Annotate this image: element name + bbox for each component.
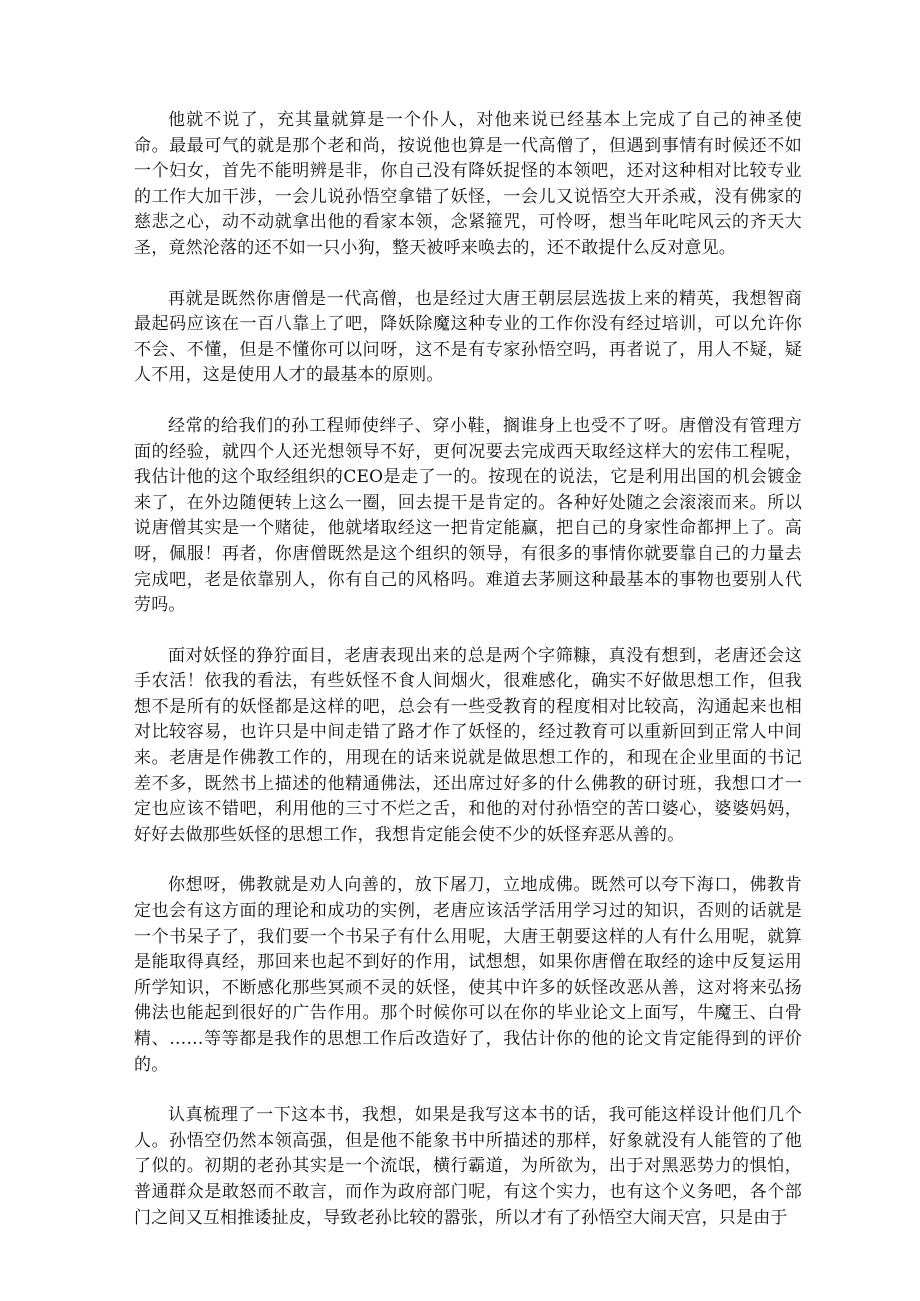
paragraph-3: 经常的给我们的孙工程师使绊子、穿小鞋，搁谁身上也受不了呀。唐僧没有管理方面的经验，就四个人还光想领导不好，更何况要去完成西天取经这样大的宏伟工程呢，我估计他的这个取经组织的CEO是走了一的。按现在的说法，它是利用出国的机会镀金来了，在外边随便转上这么一圈，回去提干是肯定的。各种好处随之会滚滚而来。所以说唐僧其实是一个赌徒，他就堵取经这一把肯定能赢，把自己的身家性命都押上了。高呀，佩服！再者，你唐僧既然是这个组织的领导，有很多的事情你就要靠自己的力量去完成吧，老是依靠别人，你有自己的风格吗。难道去茅厕这种最基本的事物也要别人代劳吗。 [134,415,802,616]
paragraph-1: 他就不说了，充其量就算是一个仆人，对他来说已经基本上完成了自己的神圣使命。最最可气的就是那个老和尚，按说他也算是一代高僧了，但遇到事情有时候还不如一个妇女，首先不能明辨是非，你自己没有降妖捉怪的本领吧，还对这种相对比较专业的工作大加干涉，一会儿说孙悟空拿错了妖怪，一会儿又说悟空大开杀戒，没有佛家的慈悲之心，动不动就拿出他的看家本领，念紧箍咒，可怜呀，想当年叱咤风云的齐天大圣，竟然沦落的还不如一只小狗，整天被呼来唤去的，还不敢提什么反对意见。 [134,110,802,258]
paragraph-2: 再就是既然你唐僧是一代高僧，也是经过大唐王朝层层选拔上来的精英，我想智商最起码应该在一百八靠上了吧，降妖除魔这种专业的工作你没有经过培训，可以允许你不会、不懂，但是不懂你可以问呀，这不是有专家孙悟空吗，再者说了，用人不疑，疑人不用，这是使用人才的最基本的原则。 [134,288,802,386]
paragraph-5: 你想呀，佛教就是劝人向善的，放下屠刀，立地成佛。既然可以夸下海口，佛教肯定也会有这方面的理论和成功的实例，老唐应该活学活用学习过的知识，否则的话就是一个书呆子了，我们要一个书呆子有什么用呢，大唐王朝要这样的人有什么用呢，就算是能取得真经，那回来也起不到好的作用，试想想，如果你唐僧在取经的途中反复运用所学知识，不断感化那些冥顽不灵的妖怪，使其中许多的妖怪改恶从善，这对将来弘扬佛法也能起到很好的广告作用。那个时候你可以在你的毕业论文上面写，牛魔王、白骨精、……等等都是我作的思想工作后改造好了，我估计你的他的论文肯定能得到的评价的。 [134,875,802,1075]
document-body [134,108,802,1256]
paragraph-4: 面对妖怪的狰狞面目，老唐表现出来的总是两个字筛糠，真没有想到，老唐还会这手农活！依我的看法，有些妖怪不食人间烟火，很难感化，确实不好做思想工作，但我想不是所有的妖怪都是这样的吧，总会有一些受教育的程度相对比较高，沟通起来也相对比较容易，也许只是中间走错了路才作了妖怪的，经过教育可以重新回到正常人中间来。老唐是作佛教工作的，用现在的话来说就是做思想工作的，和现在企业里面的书记差不多，既然书上描述的他精通佛法，还出席过好多的什么佛教的研讨班，我想口才一定也应该不错吧，利用他的三寸不烂之舌，和他的对付孙悟空的苦口婆心，婆婆妈妈，好好去做那些妖怪的思想工作，我想肯定能会使不少的妖怪弃恶从善的。 [134,645,802,845]
paragraph-6: 认真梳理了一下这本书，我想，如果是我写这本书的话，我可能这样设计他们几个人。孙悟空仍然本领高强，但是他不能象书中所描述的那样，好象就没有人能管的了他了似的。初期的老孙其实是一个流氓，横行霸道，为所欲为，出于对黑恶势力的惧怕，普通群众是敢怒而不敢言，而作为政府部门呢，有这个实力，也有这个义务吧，各个部门之间又互相推诿扯皮，导致老孙比较的嚣张，所以才有了孙悟空大闹天宫，只是由于 [134,1105,802,1228]
